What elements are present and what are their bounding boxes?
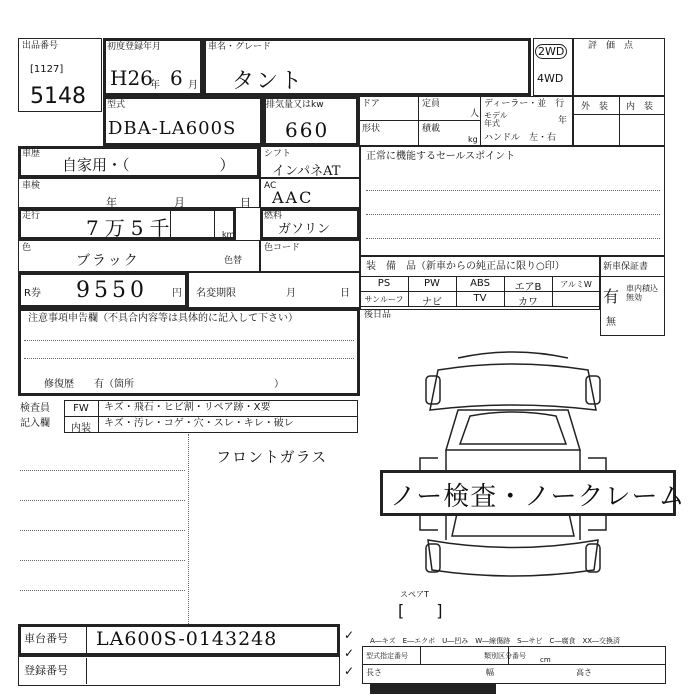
damage-legend: A―キズ E―エクボ U―凹み W―線傷跡 S―サビ C―腐食 XX―交換済 [370,637,621,645]
check-mark-1: ✓ [344,628,355,642]
chassis-divider [86,626,87,654]
inspector-label-1: 検査員 [20,403,50,414]
inspector-v-dotted [188,434,189,624]
first-registration-label: 初度登録年月 [107,42,162,52]
width-label: 幅 [486,668,494,677]
shift-label: シフト [264,149,292,159]
handle-label: ハンドル 左・右 [484,133,557,143]
fuel-label: 燃料 [264,211,283,221]
mileage-value: 7万5千 [86,216,176,240]
equip-sunroof: サンルーフ [364,295,404,304]
notes-line-1 [24,340,354,341]
history-label: 車歴 [22,149,41,159]
spare-tire-label: スペアT [400,590,429,599]
inspection-box [18,178,260,208]
ac-value: AAC [272,188,314,207]
recycle-value: 9550 [76,278,148,303]
warranty-has-note: 車内積込無効 [626,284,658,302]
dimensions-col-1 [420,646,421,664]
repaint-label: 色替 [224,256,243,266]
inspection-year-unit: 年 [106,196,117,209]
model-name-label: 車名・グレード [208,42,272,52]
fuel-value: ガソリン [278,222,331,237]
inspector-fw-items: キズ・飛石・ヒビ割・リペア跡・X要 [104,402,271,413]
warranty-has: 有 [603,287,620,306]
inspector-line-4 [20,560,185,561]
check-mark-2: ✓ [344,646,355,660]
equipment-row-1-top [360,276,600,277]
inspector-line-3 [20,530,185,531]
car-diagram [398,340,628,590]
reg-month-value: 6 [170,66,185,90]
name-change-label: 名変期限 [196,288,236,299]
door-divider [418,96,419,146]
inspector-fw-label: FW [73,403,89,414]
equipment-row-2-top [360,291,600,292]
dimensions-row-divider [362,664,666,665]
ext-int-divider [619,96,620,146]
stamp-text: ノー検査・ノークレーム [390,482,686,512]
plate-label: 登録番号 [24,664,68,677]
inspector-row-divider [64,416,358,417]
inspection-day-unit: 日 [240,196,251,209]
equip-pw: PW [424,278,440,289]
inspection-label: 車検 [22,181,41,191]
exterior-label: 外 装 [581,102,609,112]
drive-2wd: 2WD [535,44,567,59]
inspector-line-2 [20,500,185,501]
plate-divider [86,658,87,684]
interior-label: 内 装 [626,102,654,112]
capacity-unit: 人 [470,109,480,119]
load-unit: kg [468,135,478,144]
capacity-divider [480,96,481,146]
lot-number-label: 出品番号 [22,41,59,51]
door-label: ドア [362,99,380,109]
inspector-label-2: 記入欄 [20,418,50,429]
shape-label: 形状 [362,124,381,134]
ext-int-row-divider [573,114,665,115]
equip-leather: カワ [518,297,538,308]
model-year-unit: 年 [558,116,568,126]
model-year-label: モデル年式 [484,111,508,128]
inspector-line-5 [20,590,185,591]
height-label: 高さ [576,668,592,677]
equip-navi: ナビ [422,297,442,308]
drive-4wd: 4WD [537,72,564,85]
ac-label: AC [264,181,277,191]
selling-line-1 [366,190,660,191]
aftermarket-label: 後日品 [364,310,392,320]
dealer-label: ディーラー・並 行 [484,99,565,109]
notes-line-2 [24,358,354,359]
name-change-day: 日 [340,288,350,299]
selling-line-2 [366,214,660,215]
equipment-row-2-bottom [360,306,600,307]
model-name-value: タント [232,69,305,94]
reg-month-unit: 月 [188,80,198,91]
class-number-label: 類別区分番号 [484,652,526,660]
recycle-label: R券 [24,288,41,299]
length-label: 長さ [366,668,382,677]
name-change-month: 月 [286,288,296,299]
cm-label: cm [540,656,551,664]
inspector-col-divider [98,400,99,433]
shift-value: インパネAT [272,164,341,179]
color-code-label: 色コード [264,243,301,253]
selling-line-3 [366,238,660,239]
selling-points-label: 正常に機能するセールスポイント [366,151,516,162]
load-label: 積載 [422,124,441,134]
warranty-label: 新車保証書 [603,262,649,272]
repair-history-label: 修復歴 有（箇所 ） [44,379,284,390]
inspector-in-items: キズ・汚レ・コゲ・穴・スレ・キレ・破レ [104,418,294,429]
history-value: 自家用・（ ） [62,156,235,174]
displacement-value: 660 [285,118,330,142]
score-label: 評 価 点 [588,41,634,51]
mileage-divider-2 [214,210,215,238]
lot-sub-number: [1127] [30,64,64,75]
reg-year-value: H26 [110,66,153,90]
chassis-label: 車台番号 [24,632,68,645]
recycle-unit: 円 [172,288,182,299]
mileage-label: 走行 [22,211,41,221]
equip-tv: TV [473,293,487,304]
capacity-label: 定員 [422,99,441,109]
equip-ps: PS [377,278,391,289]
notes-label: 注意事項申告欄（不具合内容等は具体的に記入して下さい） [28,313,298,324]
inspector-in-label: 内装 [71,423,91,434]
door-row-divider [359,120,480,121]
equipment-label: 装 備 品（新車からの純正品に限り○印） [366,261,565,272]
displacement-label: 排気量又はkw [266,100,324,110]
bottom-black-bar [370,684,496,694]
mileage-divider-1 [170,210,171,238]
inspector-line-1 [20,470,185,471]
color-label: 色 [22,243,32,253]
selling-points-box [360,146,665,256]
inspector-handwritten: フロントガラス [216,448,328,466]
color-value: ブラック [76,253,140,269]
warranty-none: 無 [606,317,616,328]
type-label: 型式 [107,100,126,110]
check-mark-3: ✓ [344,664,355,678]
chassis-value: LA600S-0143248 [96,628,278,650]
equip-alloy: アルミW [560,280,592,289]
spare-tire-brackets: [ ] [398,601,443,620]
type-value: DBA-LA600S [108,118,237,139]
equip-airbag: エアB [514,282,542,293]
equip-abs: ABS [470,278,490,289]
lot-number: 5148 [30,84,86,109]
mileage-unit: km [222,230,235,239]
inspection-month-unit: 月 [174,196,185,209]
reg-year-unit: 年 [150,80,160,91]
cert-number-label: 型式指定番号 [366,652,408,660]
warranty-divider [600,276,665,277]
